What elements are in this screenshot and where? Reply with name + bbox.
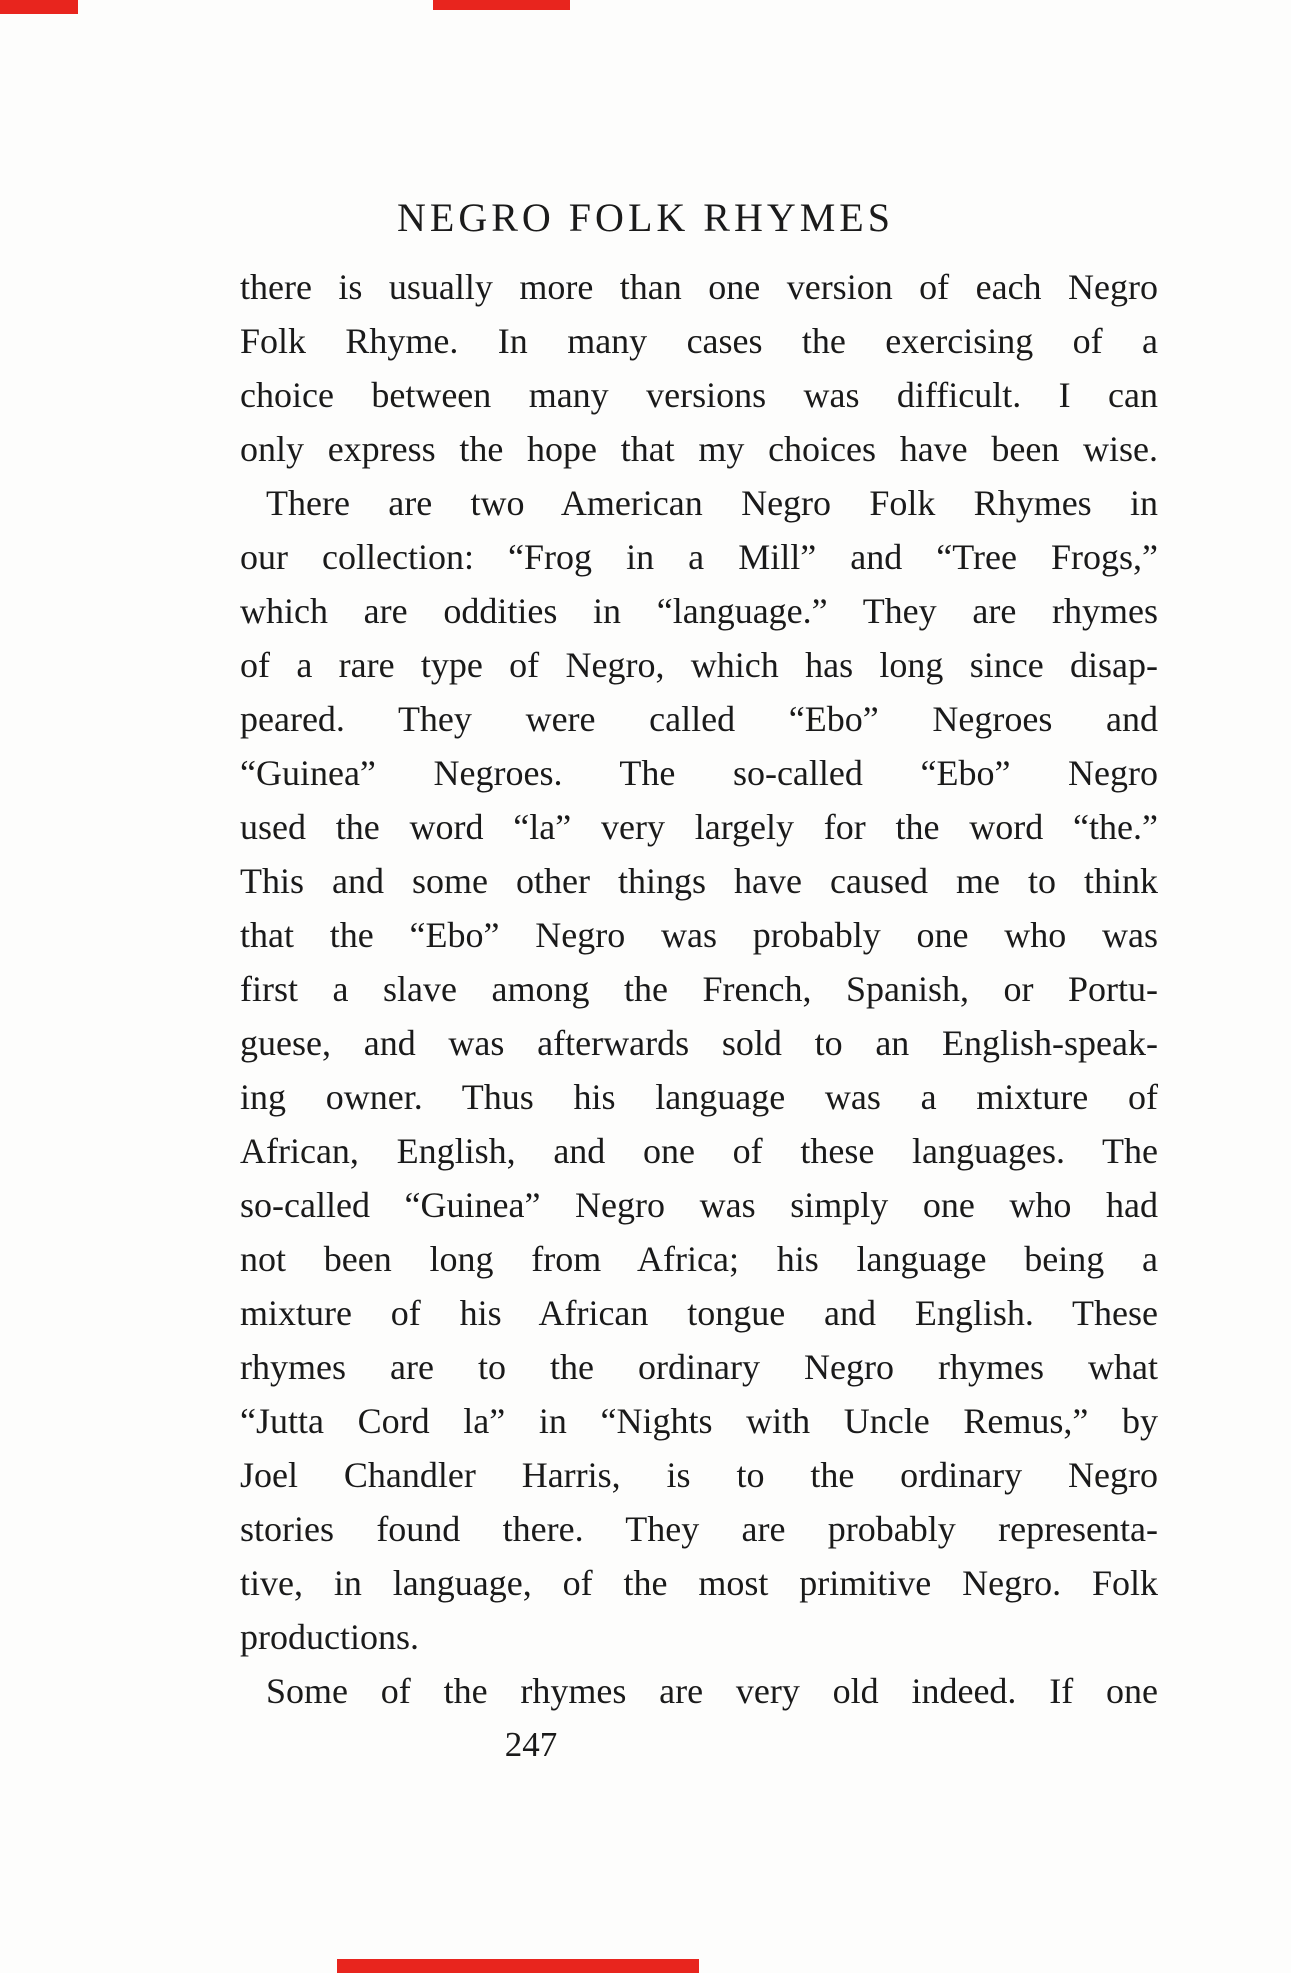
running-head: NEGRO FOLK RHYMES [397,195,894,240]
scan-artifact-red-bar-top-center [433,0,570,10]
page-number: 247 [504,1725,558,1764]
scan-artifact-red-bar-bottom [337,1959,699,1973]
text-line: guese, and was afterwards sold to an English-speak- [240,1023,1158,1063]
text-line: African, English, and one of these languages. The [240,1131,1158,1171]
text-line: tive, in language, of the most primitive Negro. Folk [240,1563,1158,1603]
text-line: not been long from Africa; his language being a [240,1239,1158,1279]
text-line: Some of the rhymes are very old indeed. If one [266,1671,1158,1711]
text-line: first a slave among the French, Spanish, or Portu- [240,969,1158,1009]
text-line: ing owner. Thus his language was a mixture of [240,1077,1158,1117]
text-line: “Guinea” Negroes. The so-called “Ebo” Negro [240,753,1158,793]
text-line: our collection: “Frog in a Mill” and “Tree Frogs,” [240,537,1158,577]
page-body [240,260,1158,1718]
text-line: “Jutta Cord la” in “Nights with Uncle Remus,” by [240,1401,1158,1441]
paragraph [240,260,1158,476]
text-line: There are two American Negro Folk Rhymes in [266,483,1158,523]
text-line: stories found there. They are probably representa- [240,1509,1158,1549]
text-line: productions. [240,1617,419,1657]
text-line: which are oddities in “language.” They are rhymes [240,591,1158,631]
paragraph [240,1664,1158,1718]
text-line: of a rare type of Negro, which has long since disap- [240,645,1158,685]
text-line: peared. They were called “Ebo” Negroes and [240,699,1158,739]
text-line: rhymes are to the ordinary Negro rhymes what [240,1347,1158,1387]
text-line: so-called “Guinea” Negro was simply one who had [240,1185,1158,1225]
text-line: used the word “la” very largely for the word “the.” [240,807,1158,847]
text-line: only express the hope that my choices have been wise. [240,429,1158,469]
text-line: mixture of his African tongue and English. These [240,1293,1158,1333]
scan-artifact-red-bar-top-left [0,0,78,14]
text-line: that the “Ebo” Negro was probably one who was [240,915,1158,955]
text-line: Joel Chandler Harris, is to the ordinary Negro [240,1455,1158,1495]
paragraph [240,476,1158,1664]
text-line: there is usually more than one version of each Negro [240,267,1158,307]
text-line: choice between many versions was difficult. I can [240,375,1158,415]
text-line: Folk Rhyme. In many cases the exercising of a [240,321,1158,361]
text-line: This and some other things have caused me to think [240,861,1158,901]
